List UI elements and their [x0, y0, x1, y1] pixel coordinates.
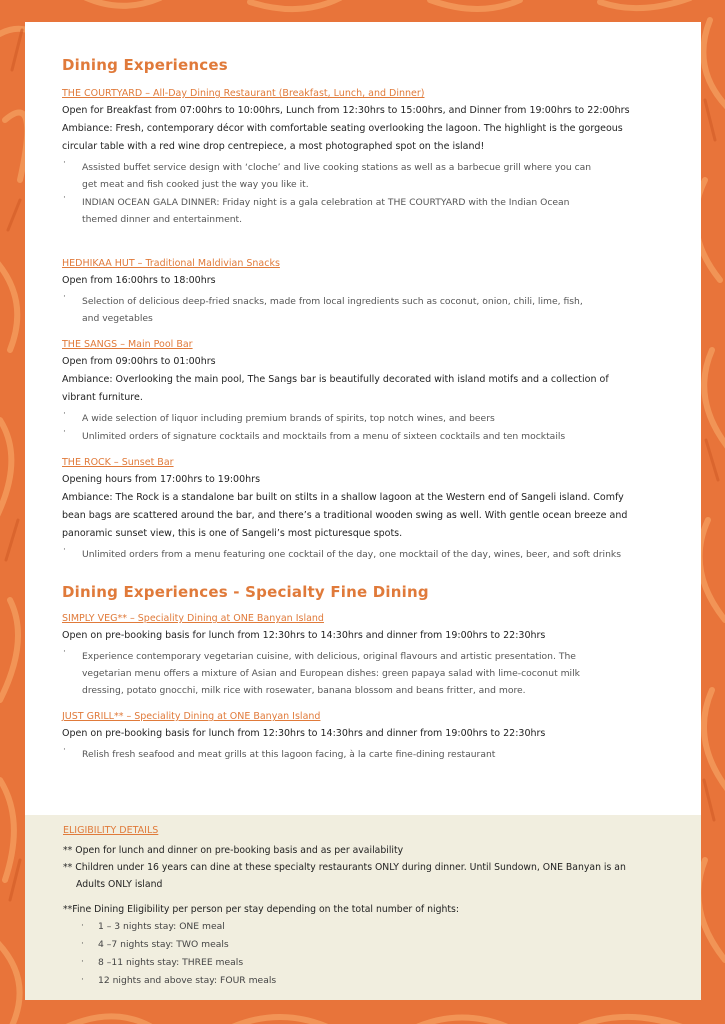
bullet-text-line: Assisted buffet service design with ‘cloche’ and live cooking stations as well as a barbecue grill where you can — [82, 162, 592, 173]
bullet-text-line: vegetarian menu offers a mixture of Asian and European dishes: green papaya salad with lime-coconut milk — [82, 668, 580, 679]
bullet-text-line: Unlimited orders of signature cocktails and mocktails from a menu of sixteen cocktails and ten mocktails — [82, 431, 566, 442]
bullet-text-line: Unlimited orders from a menu featuring one cocktail of the day, one mocktail of the day, wines, beer, and soft drinks — [82, 549, 622, 560]
bullet-icon: · — [63, 193, 66, 203]
list-item — [62, 293, 664, 327]
venue-detail-line: panoramic sunset view, this is one of Sangeli’s most picturesque spots. — [62, 528, 403, 539]
venue-courtyard — [62, 88, 664, 228]
bullet-icon: · — [63, 647, 66, 657]
tier-item: · 1 – 3 nights stay: ONE meal — [63, 918, 663, 935]
section-heading-specialty: Dining Experiences - Specialty Fine Dining — [62, 583, 429, 601]
bullet-text-line: and vegetables — [82, 313, 153, 324]
eligibility-note-availability: ** Open for lunch and dinner on pre-booking basis and as per availability — [63, 845, 404, 856]
venue-detail-line: circular table with a red wine drop centrepiece, a most photographed spot on the island! — [62, 141, 485, 152]
bullet-icon: · — [63, 292, 66, 302]
bullet-text-line: Experience contemporary vegetarian cuisine, with delicious, original flavours and artistic presentation. The — [82, 651, 576, 662]
bullet-icon: · — [81, 975, 84, 985]
bullet-text-line: INDIAN OCEAN GALA DINNER: Friday night is a gala celebration at THE COURTYARD with the Indian Ocean — [82, 197, 570, 208]
venue-detail-line: Open for Breakfast from 07:00hrs to 10:00hrs, Lunch from 12:30hrs to 15:00hrs, and Dinner from 19:00hrs to 22:00hrs — [62, 105, 630, 116]
venue-detail-line: Opening hours from 17:00hrs to 19:00hrs — [62, 474, 261, 485]
venue-hedhikaa — [62, 258, 664, 327]
venue-sangs — [62, 339, 664, 445]
tier-item: · 12 nights and above stay: FOUR meals — [63, 972, 663, 989]
venue-detail-line: Ambiance: Overlooking the main pool, The Sangs bar is beautifully decorated with island motifs and a collection of — [62, 374, 609, 385]
bullet-icon: · — [63, 545, 66, 555]
venue-bullet-list — [62, 159, 664, 228]
list-item — [62, 159, 664, 193]
venue-rock — [62, 457, 664, 563]
bullet-icon: · — [63, 745, 66, 755]
bullet-icon: · — [81, 939, 84, 949]
venue-bullet-list — [62, 648, 664, 699]
section-heading-dining: Dining Experiences — [62, 56, 228, 74]
list-item — [62, 410, 664, 427]
eligibility-title: ELIGIBILITY DETAILS — [63, 825, 159, 836]
venue-simply-veg — [62, 613, 664, 699]
venue-title-link[interactable]: HEDHIKAA HUT – Traditional Maldivian Snacks — [62, 258, 280, 269]
venue-title-link[interactable]: SIMPLY VEG** – Speciality Dining at ONE Banyan Island — [62, 613, 324, 624]
venue-just-grill — [62, 711, 664, 763]
venue-bullet-list — [62, 746, 664, 763]
venue-title-link[interactable]: THE SANGS – Main Pool Bar — [62, 339, 193, 350]
list-item — [62, 546, 664, 563]
venue-title-link[interactable]: THE ROCK – Sunset Bar — [62, 457, 174, 468]
bullet-icon: · — [63, 409, 66, 419]
bullet-text-line: get meat and fish cooked just the way you like it. — [82, 179, 309, 190]
venue-detail-line: Open from 09:00hrs to 01:00hrs — [62, 356, 216, 367]
list-item — [62, 194, 664, 228]
eligibility-note-children: ** Children under 16 years can dine at these specialty restaurants ONLY during dinner. Until Sundown, ONE Banyan is an — [63, 862, 626, 873]
eligibility-panel — [25, 815, 701, 1000]
venue-bullet-list — [62, 410, 664, 445]
tier-item: · 8 –11 nights stay: THREE meals — [63, 954, 663, 971]
bullet-text-line: themed dinner and entertainment. — [82, 214, 243, 225]
bullet-text-line: Relish fresh seafood and meat grills at this lagoon facing, à la carte fine-dining restaurant — [82, 749, 496, 760]
list-item — [62, 648, 664, 699]
bullet-text-line: A wide selection of liquor including premium brands of spirits, top notch wines, and beers — [82, 413, 495, 424]
venue-bullet-list — [62, 293, 664, 327]
venue-bullet-list — [62, 546, 664, 563]
bullet-text-line: Selection of delicious deep-fried snacks, made from local ingredients such as coconut, onion, chili, lime, fish, — [82, 296, 583, 307]
bullet-icon: · — [81, 957, 84, 967]
venue-title-link[interactable]: JUST GRILL** – Speciality Dining at ONE Banyan Island — [62, 711, 321, 722]
venue-detail-line: Ambiance: Fresh, contemporary décor with comfortable seating overlooking the lagoon. The highlight is the gorgeous — [62, 123, 623, 134]
venue-detail-line: vibrant furniture. — [62, 392, 143, 403]
venue-detail-line: Open from 16:00hrs to 18:00hrs — [62, 275, 216, 286]
venue-title-link[interactable]: THE COURTYARD – All-Day Dining Restaurant (Breakfast, Lunch, and Dinner) — [62, 88, 425, 99]
bullet-icon: · — [63, 427, 66, 437]
eligibility-tiers — [63, 918, 663, 989]
venue-detail-line: Open on pre-booking basis for lunch from 12:30hrs to 14:30hrs and dinner from 19:00hrs to 22:30hrs — [62, 630, 546, 641]
list-item — [62, 746, 664, 763]
eligibility-note-children-cont: Adults ONLY island — [76, 879, 163, 890]
document-page — [25, 22, 701, 1000]
venue-detail-line: Open on pre-booking basis for lunch from 12:30hrs to 14:30hrs and dinner from 19:00hrs to 22:30hrs — [62, 728, 546, 739]
eligibility-note-fine-dining: **Fine Dining Eligibility per person per stay depending on the total number of nights: — [63, 904, 459, 915]
bullet-icon: · — [81, 921, 84, 931]
bullet-icon: · — [63, 158, 66, 168]
bullet-text-line: dressing, potato gnocchi, milk rice with rosewater, banana blossom and beans fritter, and more. — [82, 685, 526, 696]
tier-item: · 4 –7 nights stay: TWO meals — [63, 936, 663, 953]
list-item — [62, 428, 664, 445]
venue-detail-line: Ambiance: The Rock is a standalone bar built on stilts in a shallow lagoon at the Western end of Sangeli island. Comfy — [62, 492, 624, 503]
venue-detail-line: bean bags are scattered around the bar, and there’s a traditional wooden swing as well. With gentle ocean breeze and — [62, 510, 628, 521]
